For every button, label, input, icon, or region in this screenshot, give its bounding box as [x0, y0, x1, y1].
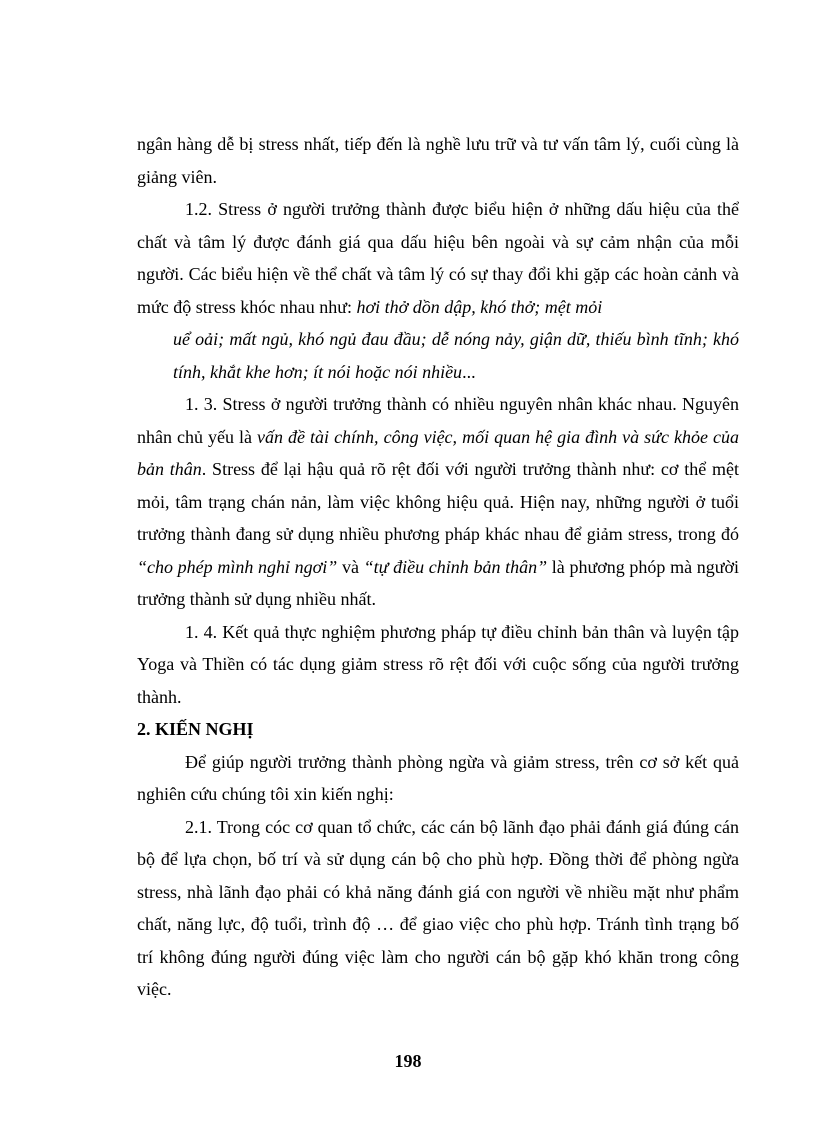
section-heading-2: 2. KIẾN NGHỊ [137, 719, 254, 739]
paragraph-1-2 [137, 193, 739, 323]
page-number: 198 [394, 1051, 422, 1071]
paragraph-1-3-italic-1: vấn đề tài chính, công việc, mối quan hệ gia đình và sức khỏe của bản thân [137, 426, 739, 479]
paragraph-1: ngân hàng dễ bị stress nhất, tiếp đến là nghề lưu trữ và tư vấn tâm lý, cuối cùng là giảng viên. [137, 134, 739, 187]
paragraph-1-2-italic-b: uể oải; mất ngủ, khó ngủ đau đầu; dễ nóng nảy, giận dữ, thiếu bình tĩnh; khó tính, khắt khe hơn; ít nói hoặc nói nhiều [173, 329, 739, 382]
paragraph-1-3-a: 1. 3. Stress ở người trưởng thành có nhiều nguyên nhân khác nhau. Nguyên nhân chủ yếu là [137, 394, 739, 447]
paragraph-1-3 [137, 388, 739, 616]
paragraph-1-2-text: 1.2. Stress ở người trưởng thành được biểu hiện ở những dấu hiệu của thể chất và tâm lý được đánh giá qua dấu hiệu bên ngoài và sự cảm nhận của mỗi người. Các biểu hiện về thể chất và tâm lý có sự thay đổi khi gặp các hoàn cảnh và mức độ stress khóc nhau như: [137, 199, 739, 317]
paragraph-1-2-continued [137, 323, 739, 388]
paragraph-1-3-c: và [337, 556, 364, 577]
paragraph-2-intro: Để giúp người trưởng thành phòng ngừa và giảm stress, trên cơ sở kết quả nghiên cứu chúng tôi xin kiến nghị: [137, 751, 739, 804]
paragraph-1-4: 1. 4. Kết quả thực nghiệm phương pháp tự điều chỉnh bản thân và luyện tập Yoga và Thiền có tác dụng giảm stress rõ rệt đối với cuộc sống của người trưởng thành. [137, 621, 739, 707]
paragraph-1-3-b: . Stress để lại hậu quả rõ rệt đối với người trưởng thành như: cơ thể mệt mỏi, tâm trạng chán nản, làm việc không hiệu quả. Hiện nay, những người ở tuổi trưởng thành đang sử dụng nhiều phương pháp khác nhau để giảm stress, trong đó [137, 459, 739, 544]
paragraph-1-2-ellipsis: ... [462, 361, 476, 382]
paragraph-1-3-d: là phương phóp mà người trưởng thành sử dụng nhiều nhất. [137, 556, 739, 609]
paragraph-1-3-italic-3: “tự điều chỉnh bản thân” [363, 556, 548, 577]
document-body [137, 128, 739, 1006]
paragraph-2-1: 2.1. Trong cóc cơ quan tổ chức, các cán bộ lãnh đạo phải đánh giá đúng cán bộ để lựa chọn, bố trí và sử dụng cán bộ cho phù hợp. Đồng thời để phòng ngừa stress, nhà lãnh đạo phải có khả năng đánh giá con người về nhiều mặt như phẩm chất, năng lực, độ tuổi, trình độ … để giao việc cho phù hợp. Tránh tình trạng bố trí không đúng người đúng việc làm cho người cán bộ gặp khó khăn trong công việc. [137, 816, 739, 999]
paragraph-1-3-italic-2: “cho phép mình nghỉ ngơi” [137, 556, 338, 577]
paragraph-1-2-italic-a: hơi thở dồn dập, khó thở; mệt mỏi [356, 296, 603, 317]
